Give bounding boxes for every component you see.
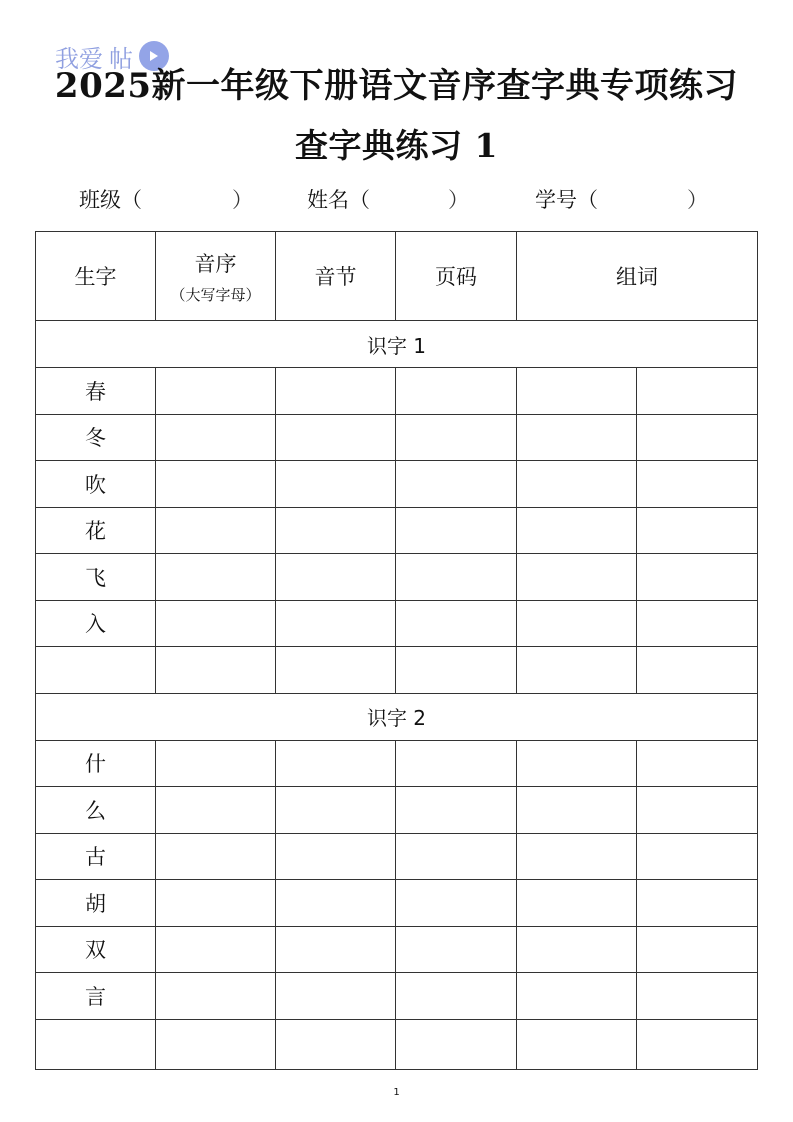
- answer-cell[interactable]: [517, 926, 637, 973]
- answer-cell[interactable]: [276, 600, 396, 647]
- answer-cell[interactable]: [637, 740, 758, 787]
- student-info-row: [0, 184, 793, 214]
- character-cell: 胡: [36, 880, 156, 927]
- character-cell: 吹: [36, 461, 156, 508]
- answer-cell[interactable]: [156, 507, 276, 554]
- answer-cell[interactable]: [396, 973, 517, 1020]
- answer-cell[interactable]: [156, 647, 276, 694]
- answer-cell[interactable]: [156, 368, 276, 415]
- answer-cell[interactable]: [276, 368, 396, 415]
- answer-cell[interactable]: [637, 926, 758, 973]
- header-syllable: 音节: [276, 232, 396, 321]
- answer-cell[interactable]: [517, 414, 637, 461]
- answer-cell[interactable]: [276, 414, 396, 461]
- table-row: [36, 973, 758, 1020]
- answer-cell[interactable]: [276, 880, 396, 927]
- table-row: [36, 833, 758, 880]
- header-index-label: 音序: [194, 251, 237, 276]
- answer-cell[interactable]: [396, 507, 517, 554]
- answer-cell[interactable]: [276, 833, 396, 880]
- character-cell: 冬: [36, 414, 156, 461]
- answer-cell[interactable]: [276, 787, 396, 834]
- answer-cell[interactable]: [517, 973, 637, 1020]
- answer-cell[interactable]: [517, 507, 637, 554]
- table-row: [36, 880, 758, 927]
- answer-cell[interactable]: [156, 880, 276, 927]
- answer-cell[interactable]: [276, 507, 396, 554]
- name-close-paren: ）: [448, 188, 469, 212]
- header-char: 生字: [36, 232, 156, 321]
- answer-cell[interactable]: [156, 740, 276, 787]
- watermark-text: 我爱: [55, 44, 103, 73]
- answer-cell[interactable]: [396, 600, 517, 647]
- answer-cell[interactable]: [637, 973, 758, 1020]
- answer-cell[interactable]: [517, 368, 637, 415]
- table-row: [36, 414, 758, 461]
- dictionary-practice-table: [35, 231, 758, 1070]
- character-cell: 飞: [36, 554, 156, 601]
- answer-cell[interactable]: [637, 787, 758, 834]
- watermark-text-2: 帖: [109, 44, 133, 73]
- page-title: 2025新一年级下册语文音序查字典专项练习: [54, 66, 739, 106]
- answer-cell[interactable]: [156, 414, 276, 461]
- page-number: 1: [393, 1087, 400, 1098]
- character-cell: 双: [36, 926, 156, 973]
- answer-cell[interactable]: [396, 926, 517, 973]
- number-close-paren: ）: [687, 188, 708, 212]
- answer-cell[interactable]: [517, 461, 637, 508]
- answer-cell[interactable]: [517, 833, 637, 880]
- character-cell: 言: [36, 973, 156, 1020]
- table-row: [36, 787, 758, 834]
- section-title: 识字 2: [36, 693, 758, 740]
- student-number-label: 学号（: [535, 188, 598, 212]
- table-row: [36, 554, 758, 601]
- class-label: 班级（: [79, 188, 142, 212]
- answer-cell[interactable]: [156, 787, 276, 834]
- table-row: [36, 507, 758, 554]
- answer-cell[interactable]: [276, 973, 396, 1020]
- answer-cell[interactable]: [156, 554, 276, 601]
- table-row: [36, 461, 758, 508]
- character-cell: 花: [36, 507, 156, 554]
- answer-cell[interactable]: [396, 368, 517, 415]
- character-cell: 什: [36, 740, 156, 787]
- answer-cell[interactable]: [637, 833, 758, 880]
- header-index: [156, 232, 276, 321]
- answer-cell[interactable]: [156, 600, 276, 647]
- answer-cell[interactable]: [156, 926, 276, 973]
- answer-cell[interactable]: [637, 647, 758, 694]
- header-words: 组词: [517, 232, 758, 321]
- answer-cell[interactable]: [276, 554, 396, 601]
- answer-cell[interactable]: [637, 600, 758, 647]
- answer-cell[interactable]: [396, 1019, 517, 1069]
- table-row: [36, 740, 758, 787]
- character-cell: 春: [36, 368, 156, 415]
- answer-cell[interactable]: [156, 833, 276, 880]
- answer-cell[interactable]: [396, 461, 517, 508]
- answer-cell[interactable]: [276, 461, 396, 508]
- character-cell: 入: [36, 600, 156, 647]
- table-row: [36, 647, 758, 694]
- answer-cell[interactable]: [517, 1019, 637, 1069]
- table-row: [36, 1019, 758, 1069]
- answer-cell[interactable]: [637, 461, 758, 508]
- answer-cell[interactable]: [517, 787, 637, 834]
- answer-cell[interactable]: [276, 647, 396, 694]
- answer-cell[interactable]: [396, 647, 517, 694]
- section-row: [36, 693, 758, 740]
- answer-cell[interactable]: [396, 414, 517, 461]
- answer-cell[interactable]: [637, 414, 758, 461]
- answer-cell[interactable]: [637, 507, 758, 554]
- answer-cell[interactable]: [396, 787, 517, 834]
- answer-cell[interactable]: [156, 1019, 276, 1069]
- table-row: [36, 600, 758, 647]
- answer-cell[interactable]: [396, 880, 517, 927]
- character-cell: 古: [36, 833, 156, 880]
- section-row: [36, 321, 758, 368]
- answer-cell[interactable]: [276, 740, 396, 787]
- answer-cell[interactable]: [156, 973, 276, 1020]
- page-subtitle: 查字典练习 1: [295, 126, 498, 165]
- answer-cell[interactable]: [517, 647, 637, 694]
- answer-cell[interactable]: [637, 554, 758, 601]
- answer-cell[interactable]: [396, 554, 517, 601]
- answer-cell[interactable]: [517, 600, 637, 647]
- table-row: [36, 368, 758, 415]
- answer-cell[interactable]: [637, 880, 758, 927]
- header-index-note: （大写字母）: [170, 285, 261, 304]
- answer-cell[interactable]: [276, 926, 396, 973]
- character-cell: [36, 647, 156, 694]
- answer-cell[interactable]: [276, 1019, 396, 1069]
- answer-cell[interactable]: [637, 368, 758, 415]
- answer-cell[interactable]: [517, 740, 637, 787]
- answer-cell[interactable]: [396, 740, 517, 787]
- section-title: 识字 1: [36, 321, 758, 368]
- table-row: [36, 926, 758, 973]
- header-page: 页码: [396, 232, 517, 321]
- class-close-paren: ）: [232, 188, 253, 212]
- table-header-row: [36, 232, 758, 321]
- answer-cell[interactable]: [156, 461, 276, 508]
- answer-cell[interactable]: [517, 554, 637, 601]
- answer-cell[interactable]: [396, 833, 517, 880]
- answer-cell[interactable]: [637, 1019, 758, 1069]
- character-cell: 么: [36, 787, 156, 834]
- answer-cell[interactable]: [517, 880, 637, 927]
- character-cell: [36, 1019, 156, 1069]
- name-label: 姓名（: [307, 188, 370, 212]
